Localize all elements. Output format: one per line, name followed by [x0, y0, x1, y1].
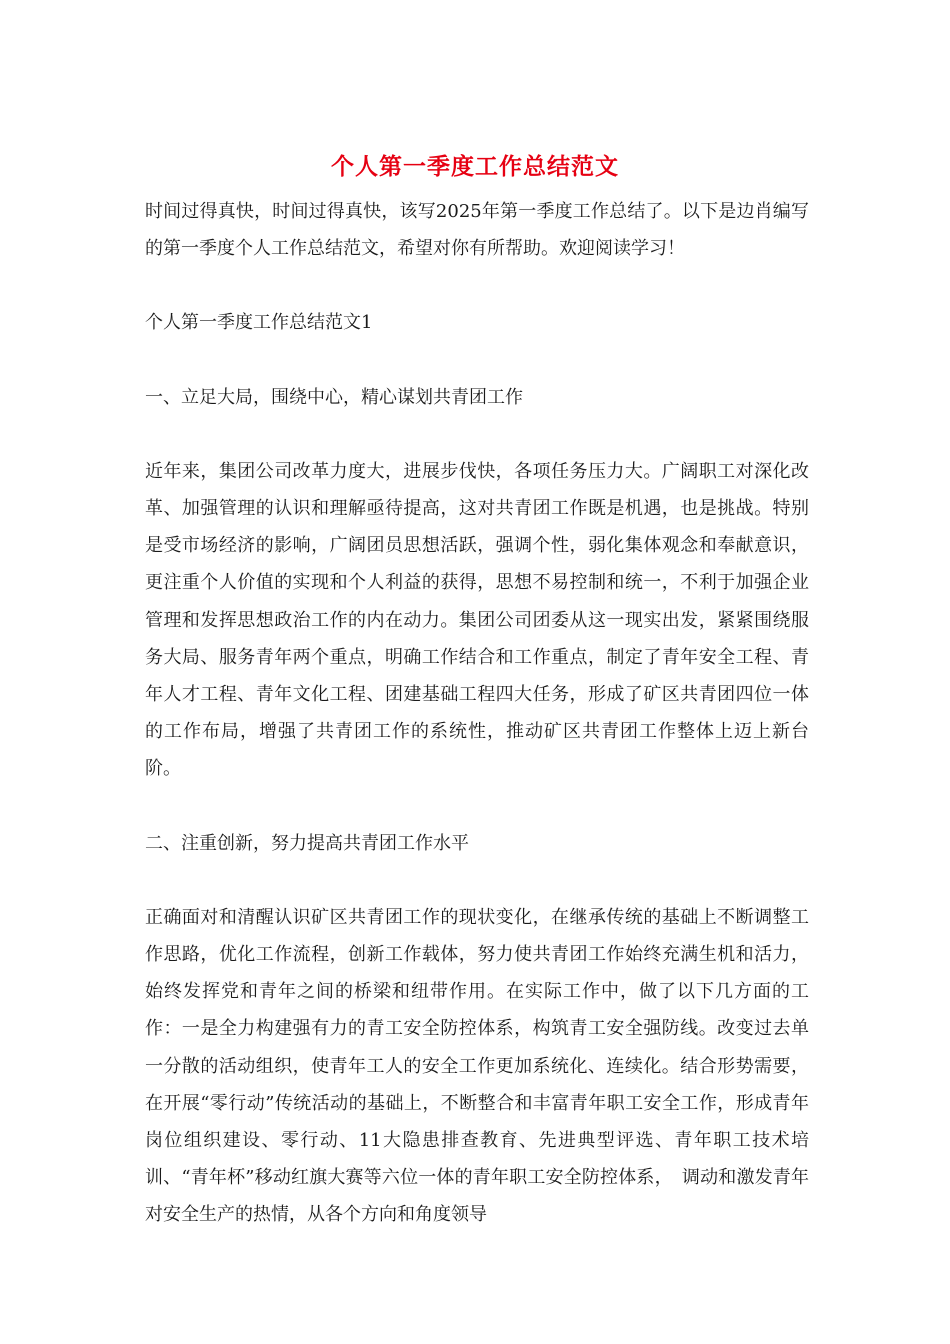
body-paragraph-part-one: 近年来，集团公司改革力度大，进展步伐快，各项任务压力大。广阔职工对深化改革、加强管理的认识和理解亟待提高，这对共青团工作既是机遇，也是挑战。特别是受市场经济的影响，广阔团员思想活跃，强调个性，弱化集体观念和奉献意识，更注重个人价值的实现和个人利益的获得，思想不易控制和统一，不利于加强企业管理和发挥思想政治工作的内在动力。集团公司团委从这一现实出发，紧紧围绕服务大局、服务青年两个重点，明确工作结合和工作重点，制定了青年安全工程、青年人才工程、青年文化工程、团建基础工程四大任务，形成了矿区共青团四位一体的工作布局，增强了共青团工作的系统性，推动矿区共青团工作整体上迈上新台阶。	[145, 460, 809, 780]
section-heading-summary-1: 个人第一季度工作总结范文1	[145, 312, 373, 334]
intro-paragraph: 时间过得真快，时间过得真快，该写2025年第一季度工作总结了。以下是边肖编写的第一季度个人工作总结范文，希望对你有所帮助。欢迎阅读学习！	[145, 201, 809, 260]
heading-part-two: 二、注重创新，努力提高共青团工作水平	[145, 832, 469, 854]
heading-part-one: 一、立足大局，围绕中心，精心谋划共青团工作	[145, 386, 523, 408]
body-paragraph-part-two: 正确面对和清醒认识矿区共青团工作的现状变化，在继承传统的基础上不断调整工作思路，优化工作流程，创新工作载体，努力使共青团工作始终充满生机和活力，始终发挥党和青年之间的桥梁和纽带作用。在实际工作中，做了以下几方面的工作：一是全力构建强有力的青工安全防控体系，构筑青工安全强防线。改变过去单一分散的活动组织，使青年工人的安全工作更加系统化、连续化。结合形势需要，在开展“零行动”传统活动的基础上，不断整合和丰富青年职工安全工作，形成青年岗位组织建设、零行动、11大隐患排查教育、先进典型评选、青年职工技术培训、“青年杯”移动红旗大赛等六位一体的青年职工安全防控体系， 调动和激发青年对安全生产的热情，从各个方向和角度领导	[145, 906, 809, 1226]
document-body	[145, 193, 809, 1234]
document-title: 个人第一季度工作总结范文	[331, 153, 619, 180]
